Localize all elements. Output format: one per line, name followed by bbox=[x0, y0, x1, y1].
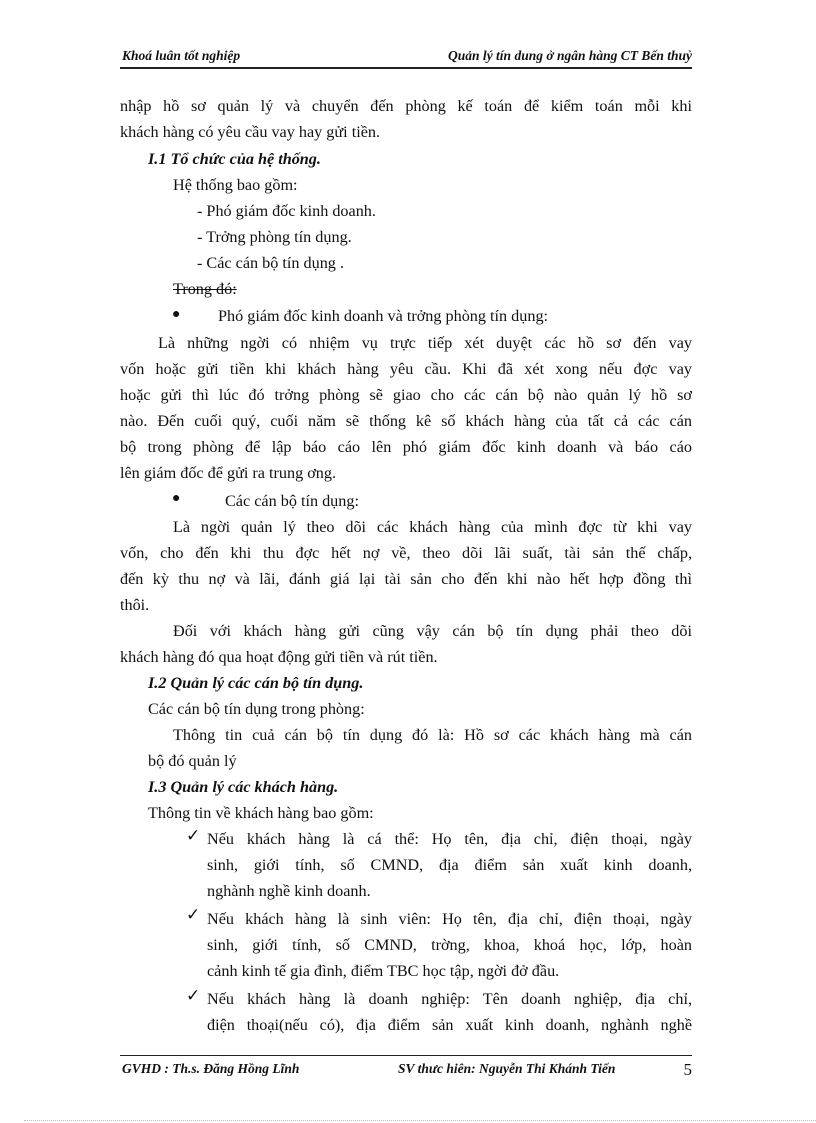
para-line: Là những ngời có nhiệm vụ trực tiếp xét duyệt các hồ sơ đến vay bbox=[158, 334, 692, 352]
staff-in-room: Các cán bộ tín dụng trong phòng: bbox=[148, 700, 365, 718]
header-rule bbox=[120, 67, 692, 69]
system-includes: Hệ thống bao gồm: bbox=[173, 176, 298, 194]
para-line: Là ngời quản lý theo dõi các khách hàng của mình đợc từ khi vay bbox=[173, 518, 692, 536]
para-line: hoặc gửi thì lúc đó trởng phòng sẽ giao cho các cán bộ nào quản lý hồ sơ bbox=[120, 386, 692, 404]
para-line: bộ đó quản lý bbox=[148, 752, 237, 770]
page-number: 5 bbox=[683, 1060, 692, 1079]
checkmark-icon: ✓ bbox=[186, 905, 201, 924]
para-line: đến kỳ thu nợ và lãi, đánh giá lại tài sản cho đến khi nào hết hợp đồng thì bbox=[120, 570, 692, 588]
page-header bbox=[120, 44, 692, 68]
trong-do-label: Trong đó: bbox=[173, 280, 237, 298]
footer-advisor: GVHD : Th.s. Đăng Hồng Lĩnh bbox=[122, 1061, 300, 1076]
bullet-dot-icon: ● bbox=[172, 307, 181, 322]
check-line: sinh, giới tính, số CMND, trờng, khoa, khoá học, lớp, hoàn bbox=[207, 936, 692, 954]
para-line: Đối với khách hàng gửi cũng vậy cán bộ tín dụng phải theo dõi bbox=[173, 622, 692, 640]
bullet-heading: Các cán bộ tín dụng: bbox=[225, 492, 359, 510]
header-thesis-title: Quản lý tín dung ở ngân hàng CT Bến thuỷ bbox=[448, 48, 692, 63]
checkmark-icon: ✓ bbox=[186, 986, 201, 1005]
role-item: - Phó giám đốc kinh doanh. bbox=[197, 202, 376, 220]
checkmark-icon: ✓ bbox=[186, 826, 201, 845]
para-line: lên giám đốc để gửi ra trung ơng. bbox=[120, 464, 337, 482]
role-item: - Trởng phòng tín dụng. bbox=[197, 228, 352, 246]
check-line: Nếu khách hàng là doanh nghiệp: Tên doanh nghiệp, địa chỉ, bbox=[207, 990, 692, 1008]
para-line: vốn, cho đến khi thu đợc hết nợ về, theo dõi lãi suất, tài sản thế chấp, bbox=[120, 544, 692, 562]
header-thesis-label: Khoá luân tốt nghiệp bbox=[122, 48, 241, 63]
para-line: vốn hoặc gửi tiền khi khách hàng yêu cầu. Khi đã xét xong nếu đợc vay bbox=[120, 360, 692, 378]
para-line: nào. Đến cuối quý, cuối năm sẽ thống kê số khách hàng của tất cả các cán bbox=[120, 412, 692, 430]
check-line: cảnh kinh tế gia đình, điểm TBC học tập, ngời đở đầu. bbox=[207, 962, 560, 980]
intro-line-2: khách hàng có yêu cầu vay hay gửi tiền. bbox=[120, 123, 381, 141]
para-line: thôi. bbox=[120, 596, 150, 614]
page-footer bbox=[120, 1058, 692, 1082]
heading-3: I.3 Quản lý các khách hàng. bbox=[148, 778, 339, 796]
page-edge-divider bbox=[24, 1120, 816, 1121]
para-line: khách hàng đó qua hoạt động gửi tiền và rút tiền. bbox=[120, 648, 438, 666]
heading-1: I.1 Tổ chức của hệ thống. bbox=[148, 150, 321, 168]
para-line: Thông tin cuả cán bộ tín dụng đó là: Hồ sơ các khách hàng mà cán bbox=[173, 726, 692, 744]
check-line: Nếu khách hàng là sinh viên: Họ tên, địa chỉ, điện thoại, ngày bbox=[207, 910, 692, 928]
check-line: sinh, giới tính, số CMND, địa điểm sản xuất kinh doanh, bbox=[207, 856, 692, 874]
check-line: Nếu khách hàng là cá thể: Họ tên, địa chỉ, điện thoại, ngày bbox=[207, 830, 692, 848]
footer-student: SV thưc hiên: Nguyễn Thi Khánh Tiến bbox=[398, 1061, 616, 1076]
bullet-heading: Phó giám đốc kinh doanh và trởng phòng tín dụng: bbox=[218, 307, 549, 325]
para-line: bộ trong phòng để lập báo cáo lên phó giám đốc kinh doanh và báo cáo bbox=[120, 438, 692, 456]
intro-line-1: nhập hồ sơ quản lý và chuyển đến phòng kế toán để kiểm toán mỗi khi bbox=[120, 97, 692, 115]
check-line: điện thoại(nếu có), địa điểm sản xuất kinh doanh, nghành nghề bbox=[207, 1016, 692, 1034]
customer-info: Thông tin về khách hàng bao gồm: bbox=[148, 804, 374, 822]
check-line: nghành nghề kinh doanh. bbox=[207, 882, 371, 900]
footer-rule bbox=[120, 1055, 692, 1056]
role-item: - Các cán bộ tín dụng . bbox=[197, 254, 344, 272]
heading-2: I.2 Quản lý các cán bộ tín dụng. bbox=[148, 674, 364, 692]
bullet-dot-icon: ● bbox=[172, 491, 181, 506]
